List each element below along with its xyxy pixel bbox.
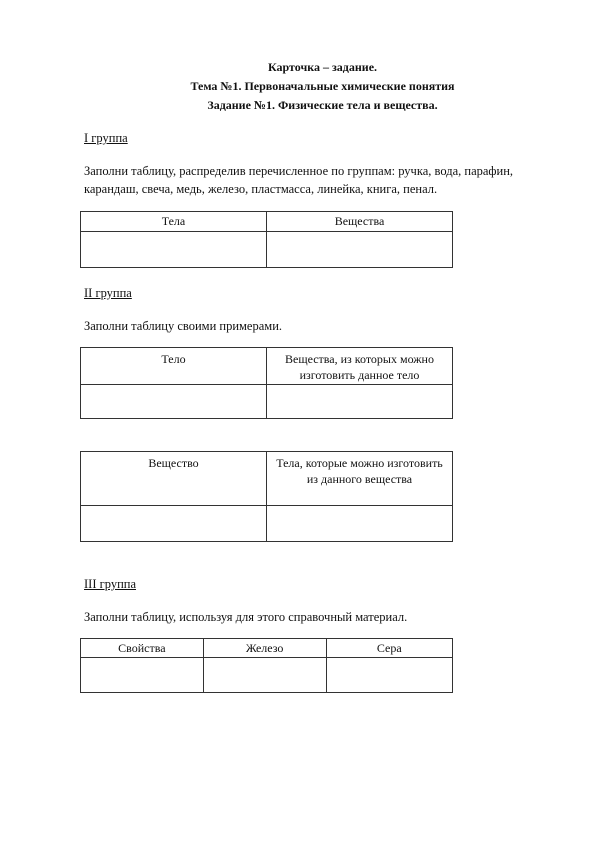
answer-cell[interactable] <box>267 506 453 542</box>
group2-table-1 <box>80 347 453 419</box>
table-row <box>81 232 453 268</box>
header-cell-bodies-from-substance: Тела, которые можно изготовить из данного вещества <box>267 452 453 506</box>
header-cell-sulfur: Сера <box>326 639 453 658</box>
group3-heading: III группа <box>84 577 137 591</box>
table-row <box>81 506 453 542</box>
table-row <box>81 385 453 419</box>
table-header-row <box>81 452 453 506</box>
group1-heading: I группа <box>84 131 128 145</box>
table-header-row <box>81 348 453 385</box>
answer-cell[interactable] <box>81 385 267 419</box>
answer-cell[interactable] <box>81 232 267 268</box>
answer-cell[interactable] <box>267 385 453 419</box>
header-cell-bodies: Тела <box>81 212 267 232</box>
group2-heading: II группа <box>84 286 132 300</box>
group1-table <box>80 211 453 268</box>
group3-instruction: Заполни таблицу, используя для этого справочный материал. <box>84 610 408 624</box>
header-cell-substances-from-body: Вещества, из которых можно изготовить данное тело <box>267 348 453 385</box>
table-row <box>81 658 453 693</box>
header-cell-substances: Вещества <box>267 212 453 232</box>
card-title: Карточка – задание. <box>267 60 378 74</box>
group1-instruction: Заполни таблицу, распределив перечисленное по группам: ручка, вода, парафин, карандаш, свеча, медь, железо, пластмасса, линейка, книга, пенал. <box>84 164 514 196</box>
header-cell-body: Тело <box>81 348 267 385</box>
answer-cell[interactable] <box>81 658 204 693</box>
table-header-row <box>81 639 453 658</box>
answer-cell[interactable] <box>267 232 453 268</box>
answer-cell[interactable] <box>326 658 453 693</box>
header-cell-substance: Вещество <box>81 452 267 506</box>
answer-cell[interactable] <box>81 506 267 542</box>
answer-cell[interactable] <box>203 658 326 693</box>
group2-instruction: Заполни таблицу своими примерами. <box>84 319 283 333</box>
group2-table-2 <box>80 451 453 542</box>
topic-title: Тема №1. Первоначальные химические понятия <box>190 79 455 93</box>
table-header-row <box>81 212 453 232</box>
header-cell-properties: Свойства <box>81 639 204 658</box>
header-cell-iron: Железо <box>203 639 326 658</box>
task-title: Задание №1. Физические тела и вещества. <box>207 98 438 112</box>
group3-table <box>80 638 453 693</box>
